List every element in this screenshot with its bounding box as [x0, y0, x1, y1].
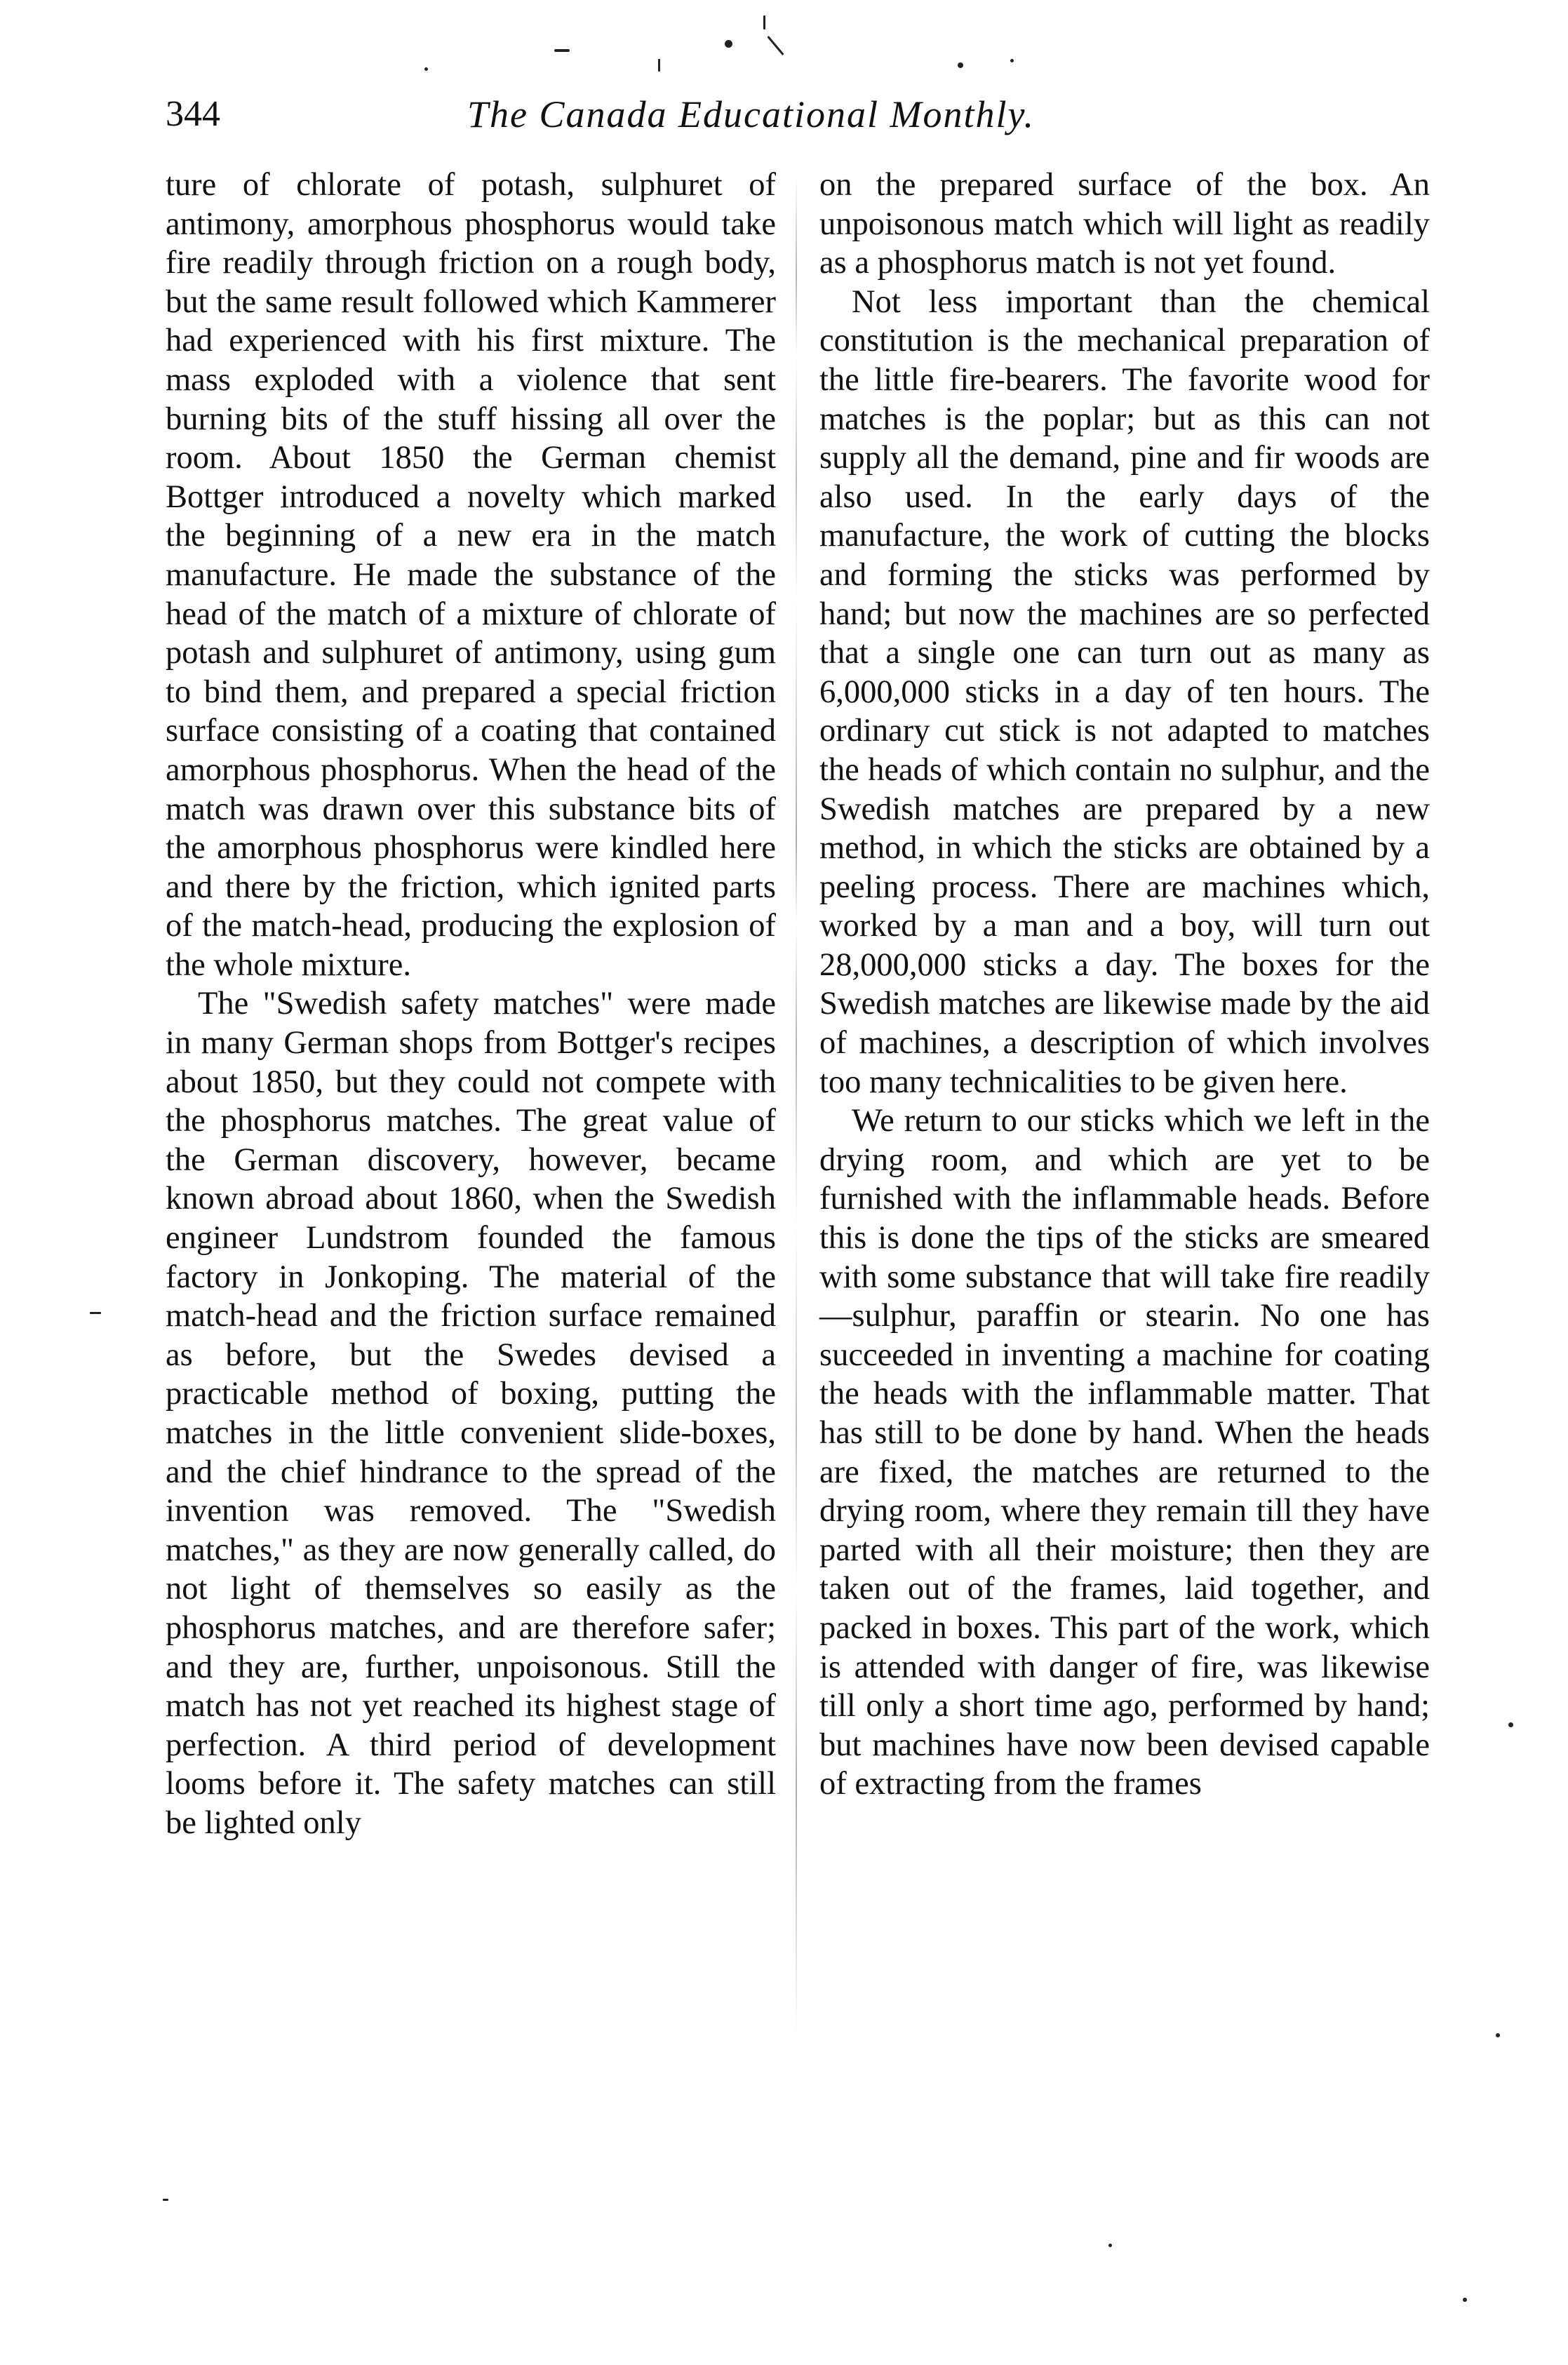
- column-divider: [796, 175, 797, 2196]
- running-title: The Canada Educational Monthly.: [467, 93, 1035, 135]
- right-column: [819, 166, 1430, 1804]
- left-paragraph-1: ture of chlorate of potash, sulphuret of antimony, amorphous phosphorus would take fire readily through friction on a rough body, but the same result followed which Kammerer had experienced with his first mixture. The mass exploded with a violence that sent burning bits of the stuff hissing all over the room. About 1850 the German chemist Bottger introduced a novelty which marked the beginning of a new era in the match manufacture. He made the substance of the head of the match of a mixture of chlorate of potash and sulphuret of antimony, using gum to bind them, and prepared a special friction surface consisting of a coating that contained amorphous phosphorus. When the head of the match was drawn over this substance bits of the amorphous phosphorus were kindled here and there by the friction, which ignited parts of the match-head, producing the explosion of the whole mixture.: [166, 167, 776, 983]
- scan-speck: [1496, 2033, 1500, 2037]
- page-header: [166, 83, 1162, 146]
- scan-speck: [424, 67, 428, 71]
- scan-speck: [554, 49, 570, 52]
- left-paragraph-2: The "Swedish safety matches" were made in many German shops from Bottger's recipes about 1850, but they could not compete with the phosphorus matches. The great value of the German discovery, however, became known abroad about 1860, when the Swedish engineer Lundstrom founded the famous factory in Jonkoping. The material of the match-head and the friction surface remained as before, but the Swedes devised a practicable method of boxing, putting the matches in the little convenient slide-boxes, and the chief hindrance to the spread of the invention was removed. The "Swedish matches," as they are now generally called, do not light of themselves so easily as the phosphorus matches, and are therefore safer; and they are, further, unpoisonous. Still the match has not yet reached its highest stage of perfection. A third period of development looms before it. The safety matches can still be lighted only: [166, 986, 776, 1841]
- scan-speck: [1508, 1722, 1513, 1727]
- scan-speck: [958, 62, 963, 68]
- scan-speck: [163, 2199, 168, 2201]
- page-number: 344: [166, 94, 220, 134]
- scan-speck: [767, 36, 784, 55]
- scan-speck: [725, 40, 732, 48]
- scan-speck: [658, 59, 660, 72]
- scan-speck: [1010, 59, 1014, 62]
- right-paragraph-1: on the prepared surface of the box. An unpoisonous match which will light as readily as a phosphorus match is not yet found.: [819, 167, 1430, 281]
- scan-speck: [763, 15, 765, 29]
- right-paragraph-2: Not less important than the chemical constitution is the mechanical preparation of the little fire-bearers. The favorite wood for matches is the poplar; but as this can not supply all the demand, pine and fir woods are also used. In the early days of the manufacture, the work of cutting the blocks and forming the sticks was performed by hand; but now the machines are so perfected that a single one can turn out as many as 6,000,000 sticks in a day of ten hours. The ordinary cut stick is not adapted to matches the heads of which contain no sulphur, and the Swedish matches are prepared by a new method, in which the sticks are obtained by a peeling process. There are machines which, worked by a man and a boy, will turn out 28,000,000 sticks a day. The boxes for the Swedish matches are likewise made by the aid of machines, a description of which involves too many technicalities to be given here.: [819, 283, 1430, 1100]
- scan-speck: [1108, 2244, 1112, 2247]
- right-paragraph-3: We return to our sticks which we left in the drying room, and which are yet to be furnished with the inflammable heads. Before this is done the tips of the sticks are smeared with some substance that will take fire readily—sulphur, paraffin or stearin. No one has succeeded in inventing a machine for coating the heads with the inflammable matter. That has still to be done by hand. When the heads are fixed, the matches are returned to the drying room, where they remain till they have parted with all their moisture; then they are taken out of the frames, laid together, and packed in boxes. This part of the work, which is attended with danger of fire, was likewise till only a short time ago, performed by hand; but machines have now been devised capable of extracting from the frames: [819, 1103, 1430, 1802]
- scan-speck: [90, 1312, 101, 1314]
- left-column: [166, 166, 776, 1843]
- scan-speck: [1463, 2298, 1467, 2302]
